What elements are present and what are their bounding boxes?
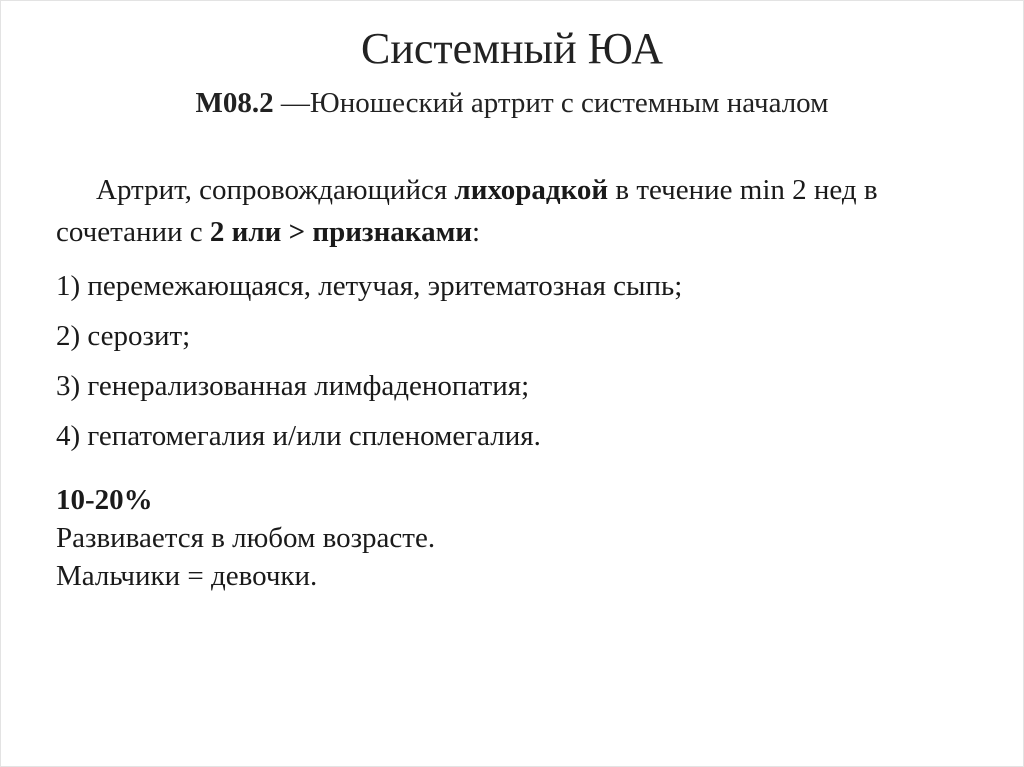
slide-title: Системный ЮА	[360, 24, 663, 73]
diagnosis-code: М08.2	[195, 87, 274, 119]
intro-bold-signs: 2 или > признаками	[209, 216, 473, 248]
list-item: 1) перемежающаяся, летучая, эритематозная сыпь;	[56, 270, 683, 302]
slide-subtitle	[1, 85, 1023, 121]
list-item: 4) гепатомегалия и/или спленомегалия.	[56, 420, 541, 452]
diagnosis-description: —Юношеский артрит с системным началом	[280, 87, 829, 119]
stats-block	[56, 481, 435, 595]
criteria-list	[56, 266, 682, 466]
intro-text-1: Артрит, сопровождающийся	[96, 174, 455, 206]
list-item: 3) генерализованная лимфаденопатия;	[56, 370, 530, 402]
intro-text-3: :	[472, 216, 481, 248]
list-item: 2) серозит;	[56, 320, 191, 352]
gender-note: Мальчики = девочки.	[56, 560, 318, 592]
intro-text-2: в течение min 2 нед в сочетании с	[56, 174, 878, 248]
age-note: Развивается в любом возрасте.	[56, 522, 436, 554]
intro-bold-fever: лихорадкой	[454, 174, 609, 206]
prevalence-percent: 10-20%	[56, 484, 153, 516]
intro-paragraph	[56, 169, 956, 253]
